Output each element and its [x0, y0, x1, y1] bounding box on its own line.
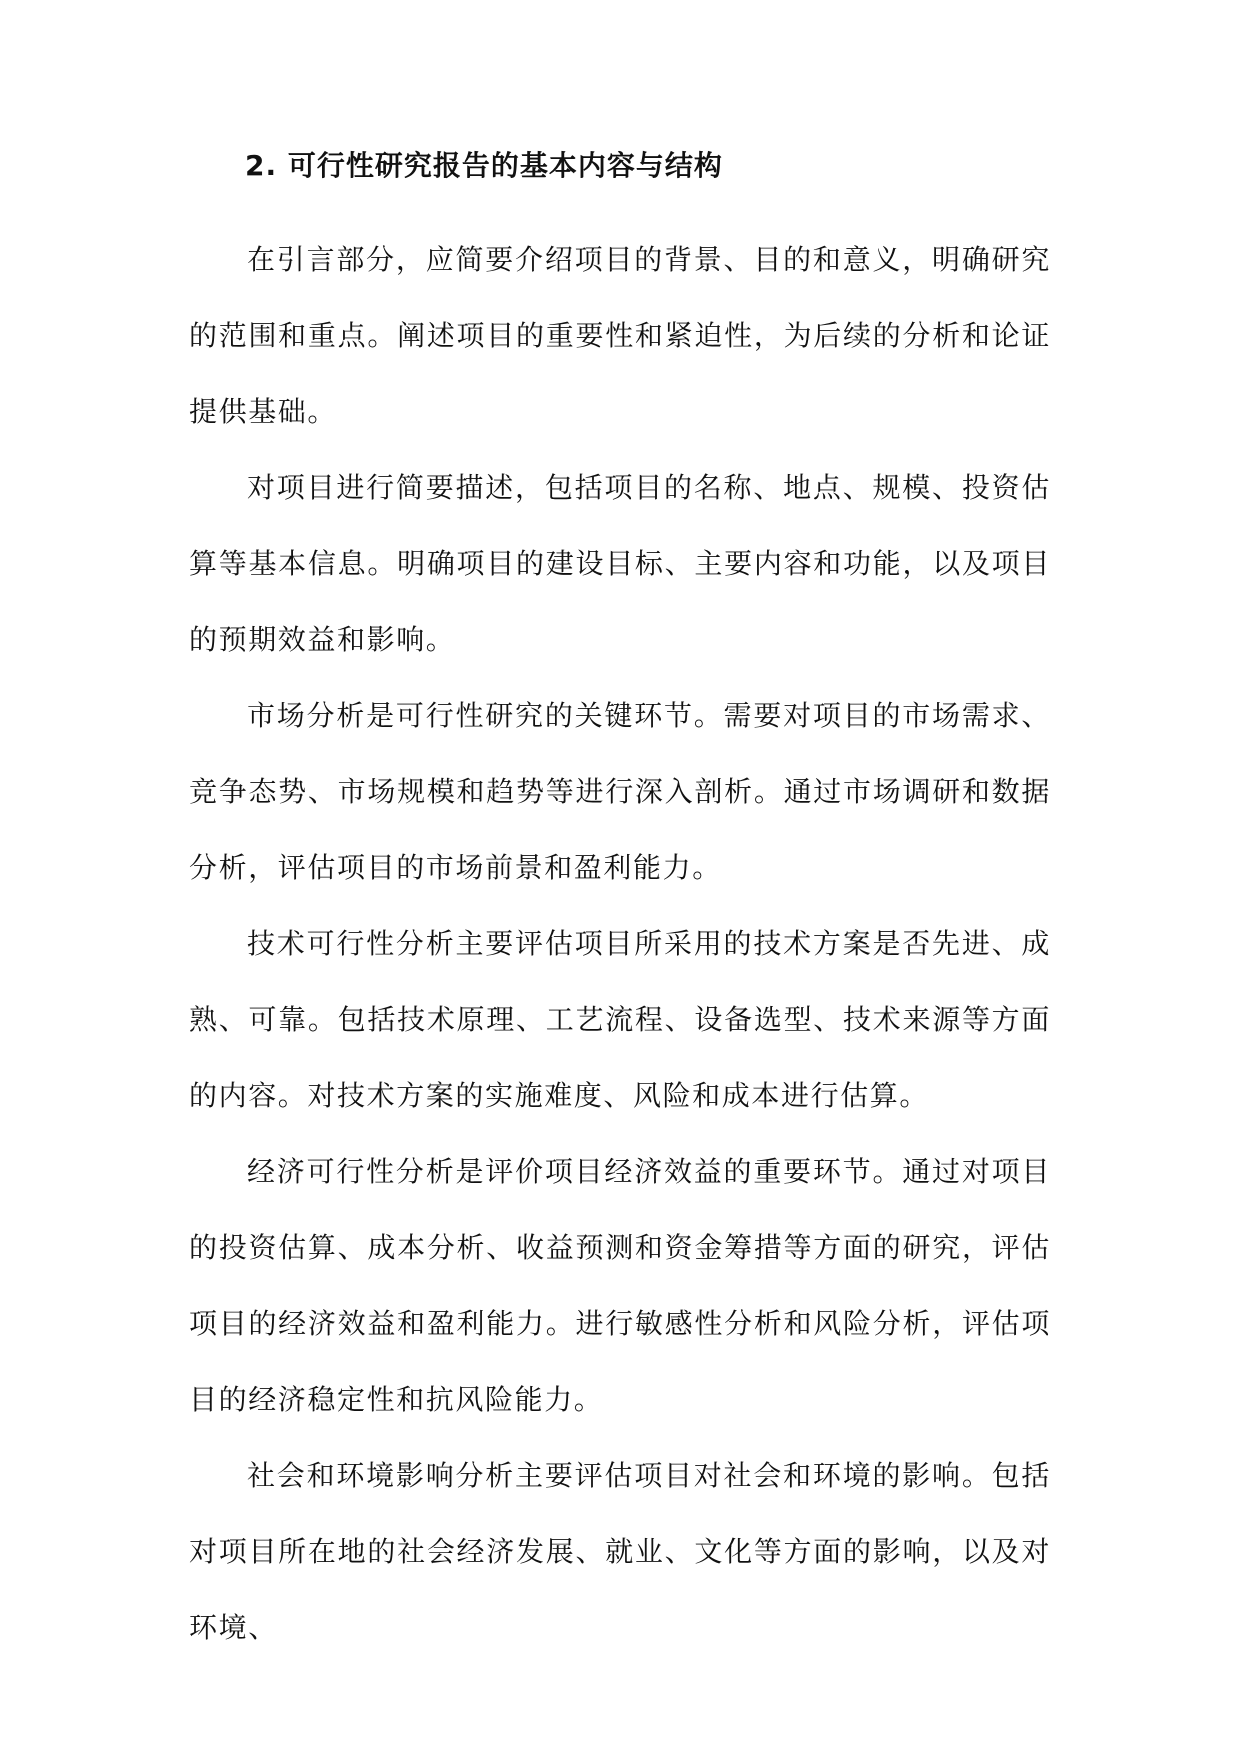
- paragraph-market-analysis: 市场分析是可行性研究的关键环节。需要对项目的市场需求、竞争态势、市场规模和趋势等进行深入剖析。通过市场调研和数据分析，评估项目的市场前景和盈利能力。: [189, 699, 1051, 884]
- section-heading: 2. 可行性研究报告的基本内容与结构: [245, 149, 723, 182]
- paragraph-introduction: 在引言部分，应简要介绍项目的背景、目的和意义，明确研究的范围和重点。阐述项目的重要性和紧迫性，为后续的分析和论证提供基础。: [189, 243, 1051, 428]
- paragraph-technical-feasibility: 技术可行性分析主要评估项目所采用的技术方案是否先进、成熟、可靠。包括技术原理、工艺流程、设备选型、技术来源等方面的内容。对技术方案的实施难度、风险和成本进行估算。: [189, 927, 1051, 1112]
- document-body: [189, 146, 1051, 1666]
- paragraph-economic-feasibility: 经济可行性分析是评价项目经济效益的重要环节。通过对项目的投资估算、成本分析、收益预测和资金筹措等方面的研究，评估项目的经济效益和盈利能力。进行敏感性分析和风险分析，评估项目的经济稳定性和抗风险能力。: [189, 1155, 1051, 1416]
- paragraph-project-overview: 对项目进行简要描述，包括项目的名称、地点、规模、投资估算等基本信息。明确项目的建设目标、主要内容和功能，以及项目的预期效益和影响。: [189, 471, 1051, 656]
- paragraph-social-environmental-impact: 社会和环境影响分析主要评估项目对社会和环境的影响。包括对项目所在地的社会经济发展、就业、文化等方面的影响，以及对环境、: [189, 1459, 1051, 1644]
